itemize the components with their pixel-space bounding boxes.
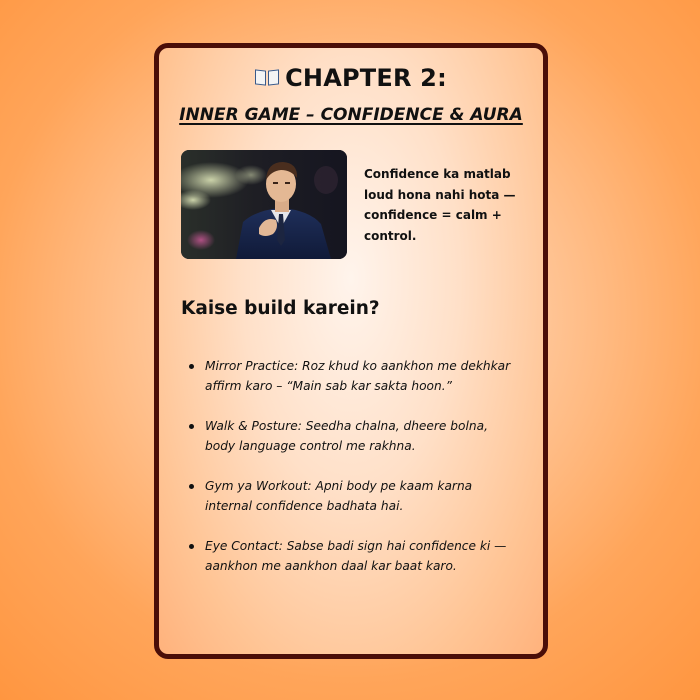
- list-item: [185, 356, 515, 396]
- bullet-dot-icon: [189, 544, 194, 549]
- bullet-text: Seedha chalna, dheere bolna, body language control me rakhna.: [205, 419, 488, 453]
- chapter-card: [154, 43, 548, 659]
- bullet-label: Mirror Practice:: [205, 359, 299, 373]
- chapter-subtitle: INNER GAME – CONFIDENCE & AURA: [179, 105, 523, 125]
- chapter-title: [159, 64, 543, 92]
- chapter-title-text: CHAPTER 2:: [285, 64, 447, 92]
- bullet-text: Roz khud ko aankhon me dekhkar affirm karo – “Main sab kar sakta hoon.”: [205, 359, 511, 393]
- bullet-dot-icon: [189, 424, 194, 429]
- tips-list: [185, 356, 515, 596]
- list-item: [185, 476, 515, 516]
- bullet-label: Walk & Posture:: [205, 419, 302, 433]
- bullet-text: Apni body pe kaam karna internal confidence badhata hai.: [205, 479, 473, 513]
- businessman-photo: [181, 150, 347, 259]
- intro-text: Confidence ka matlab loud hona nahi hota — confidence = calm + control.: [364, 167, 516, 243]
- bullet-text: Sabse badi sign hai confidence ki — aankhon me aankhon daal kar baat karo.: [205, 539, 507, 573]
- bullet-label: Eye Contact:: [205, 539, 283, 553]
- bullet-dot-icon: [189, 484, 194, 489]
- section-heading: Kaise build karein?: [181, 298, 380, 319]
- list-item: [185, 416, 515, 456]
- list-item: [185, 536, 515, 576]
- bullet-dot-icon: [189, 364, 194, 369]
- open-book-icon: [255, 69, 279, 87]
- bullet-label: Gym ya Workout:: [205, 479, 312, 493]
